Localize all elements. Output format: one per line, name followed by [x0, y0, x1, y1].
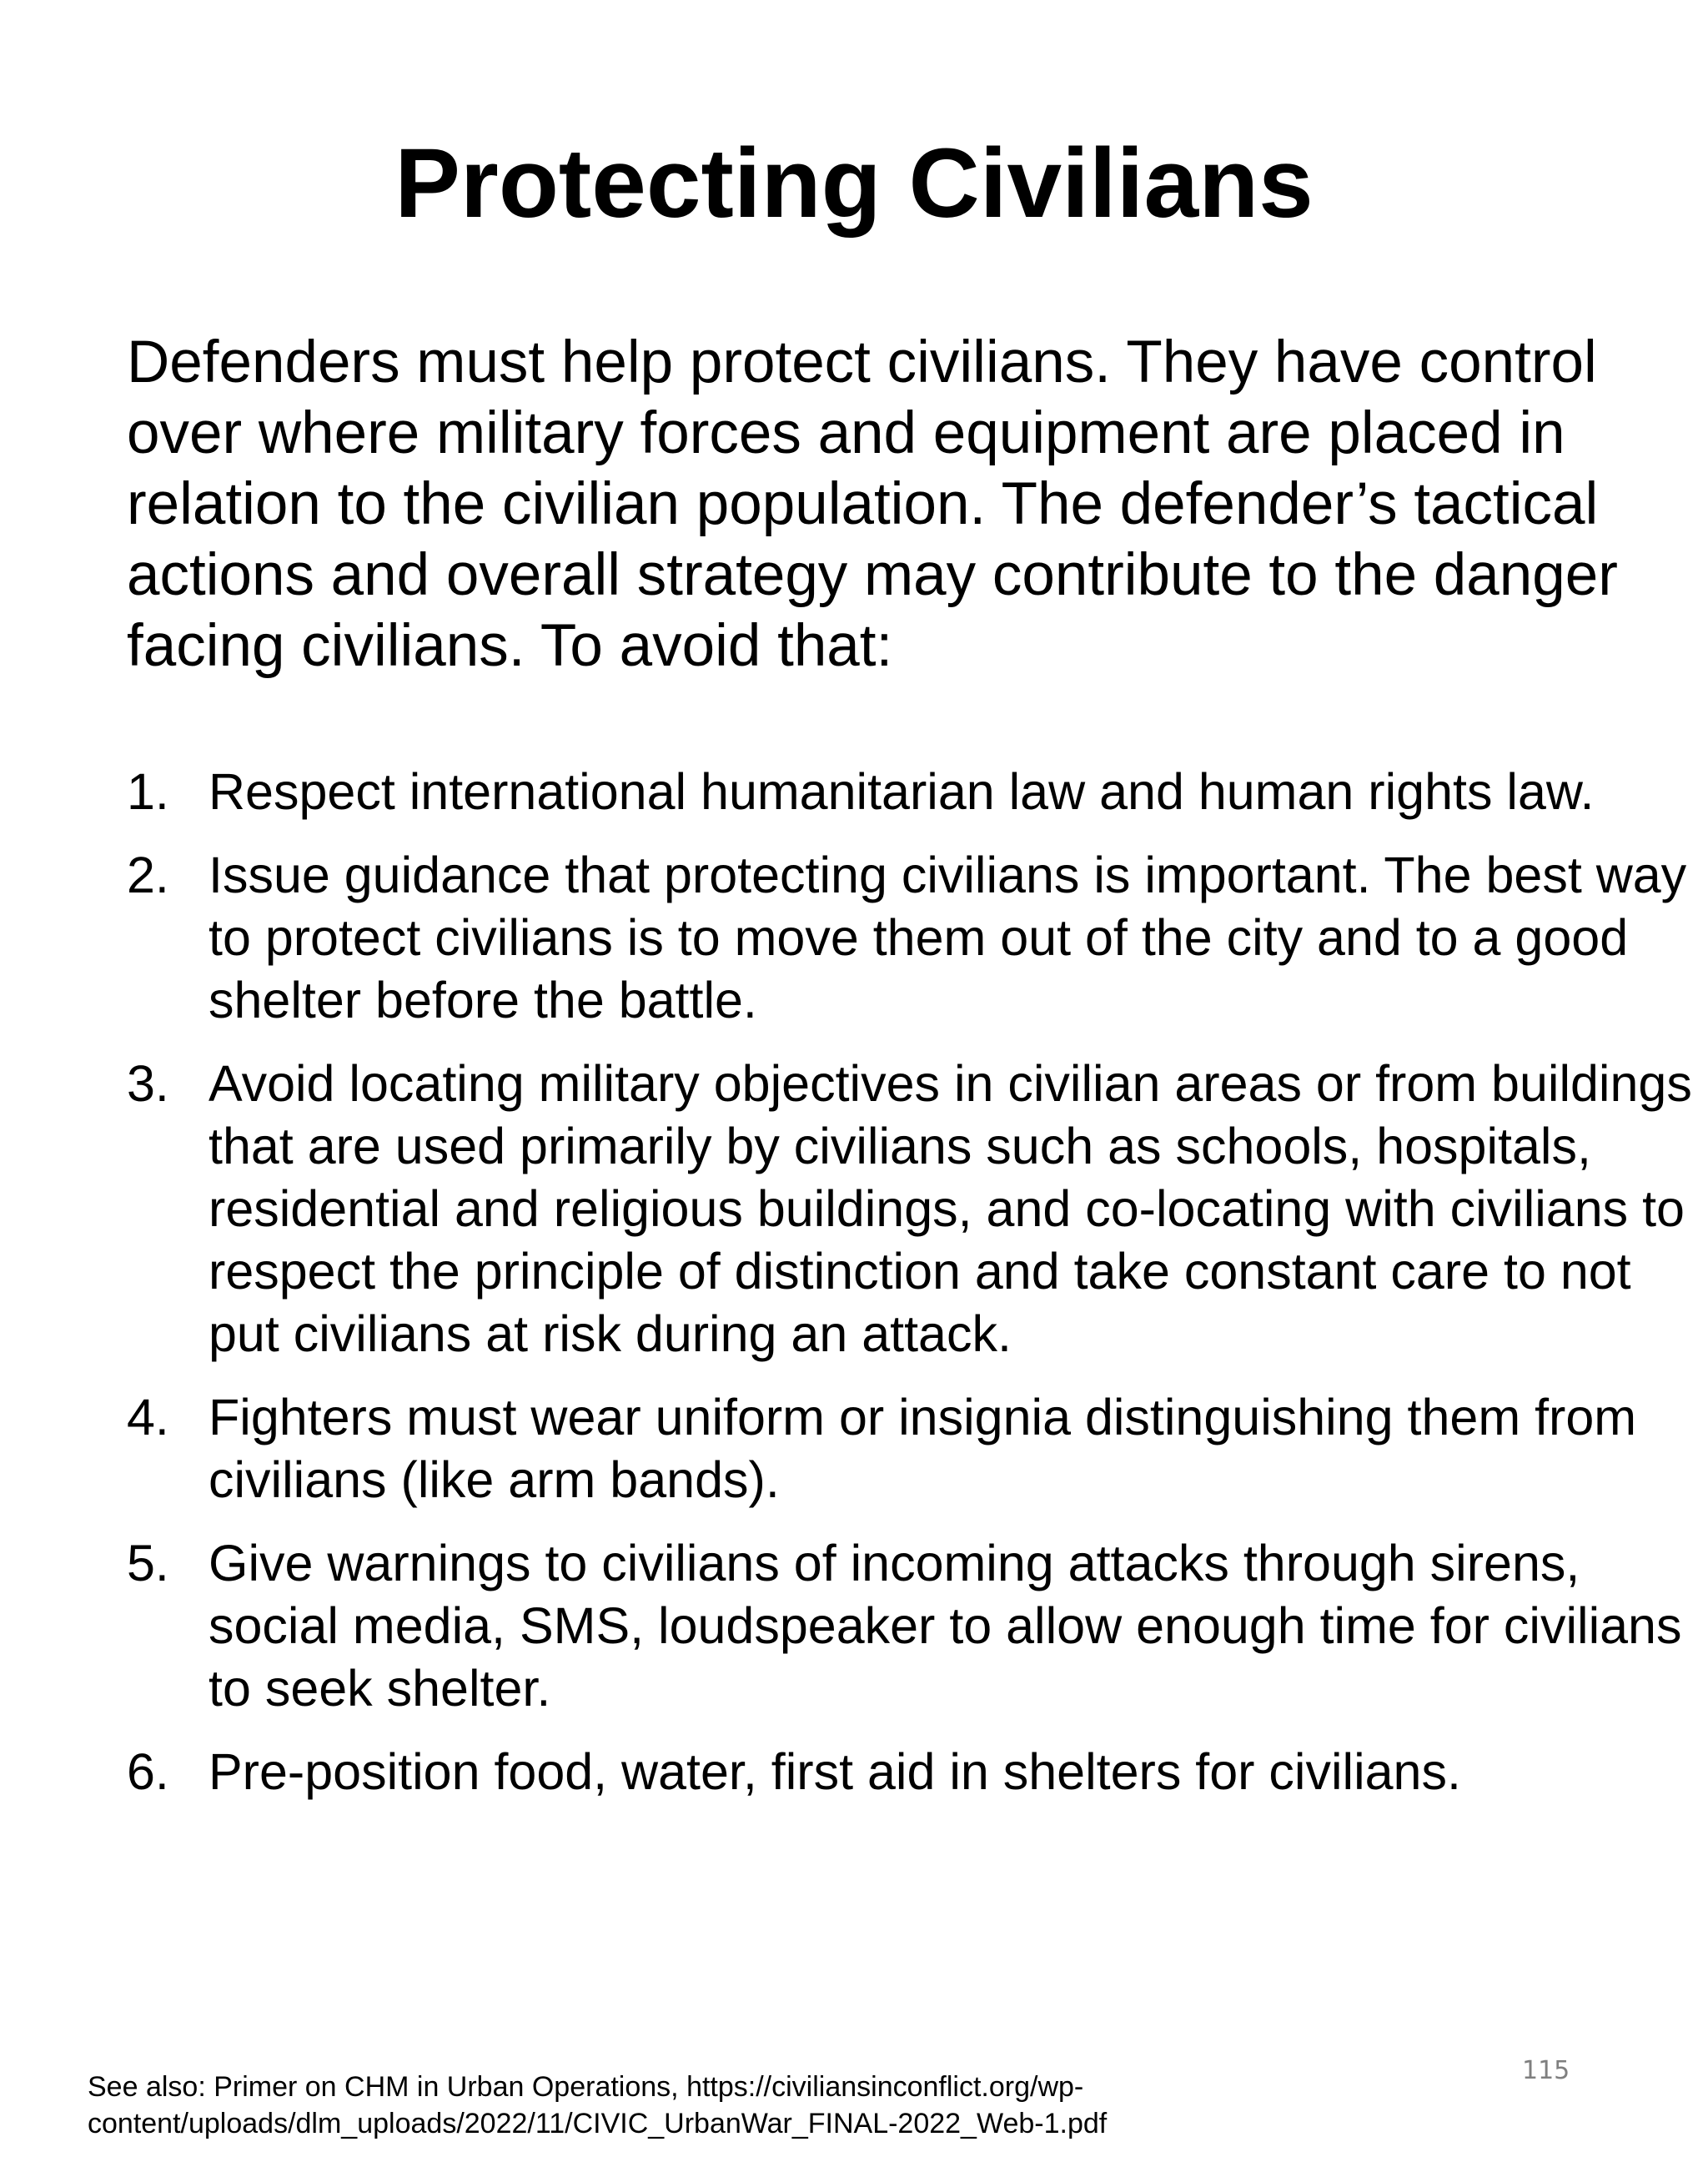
list-item-number: 6.	[127, 1743, 169, 1800]
footnote	[88, 2069, 1255, 2142]
list-item	[127, 1053, 1695, 1365]
recommendations-list	[127, 761, 1695, 1824]
page-title: Protecting Civilians	[394, 128, 1314, 239]
list-item	[127, 844, 1695, 1032]
intro-paragraph: Defenders must help protect civilians. They have control over where military forces and equipment are placed in relation to the civilian population. The defender’s tactical actions and overall strategy may contribute to the danger facing civilians. To avoid that:	[127, 329, 1618, 679]
list-item-text: Give warnings to civilians of incoming attacks through sirens, social media, SMS, loudspeaker to allow enough time for civilians to seek shelter.	[208, 1535, 1682, 1717]
page-number: 115	[1522, 2056, 1570, 2085]
list-item-text: Issue guidance that protecting civilians is important. The best way to protect civilians is to move them out of the city and to a good shelter before the battle.	[208, 847, 1687, 1028]
list-item-text: Avoid locating military objectives in civilian areas or from buildings that are used primarily by civilians such as schools, hospitals, residential and religious buildings, and co-locating with civilians to respect the principle of distinction and take constant care to not put civilians at risk during an attack.	[208, 1055, 1692, 1362]
list-item-number: 3.	[127, 1055, 169, 1112]
list-item-text: Respect international humanitarian law and human rights law.	[208, 763, 1595, 820]
list-item	[127, 1386, 1695, 1511]
list-item-number: 4.	[127, 1389, 169, 1445]
list-item	[127, 761, 1695, 823]
list-item-number: 2.	[127, 847, 169, 903]
footnote-line-2: content/uploads/dlm_uploads/2022/11/CIVIC_UrbanWar_FINAL-2022_Web-1.pdf	[88, 2108, 1108, 2139]
list-item	[127, 1741, 1695, 1803]
list-item-number: 5.	[127, 1535, 169, 1591]
list-item-number: 1.	[127, 763, 169, 820]
footnote-line-1: See also: Primer on CHM in Urban Operations, https://civiliansinconflict.org/wp-	[88, 2071, 1084, 2103]
list-item-text: Fighters must wear uniform or insignia distinguishing them from civilians (like arm bands).	[208, 1389, 1637, 1508]
list-item-text: Pre-position food, water, first aid in shelters for civilians.	[208, 1743, 1461, 1800]
list-item	[127, 1532, 1695, 1720]
